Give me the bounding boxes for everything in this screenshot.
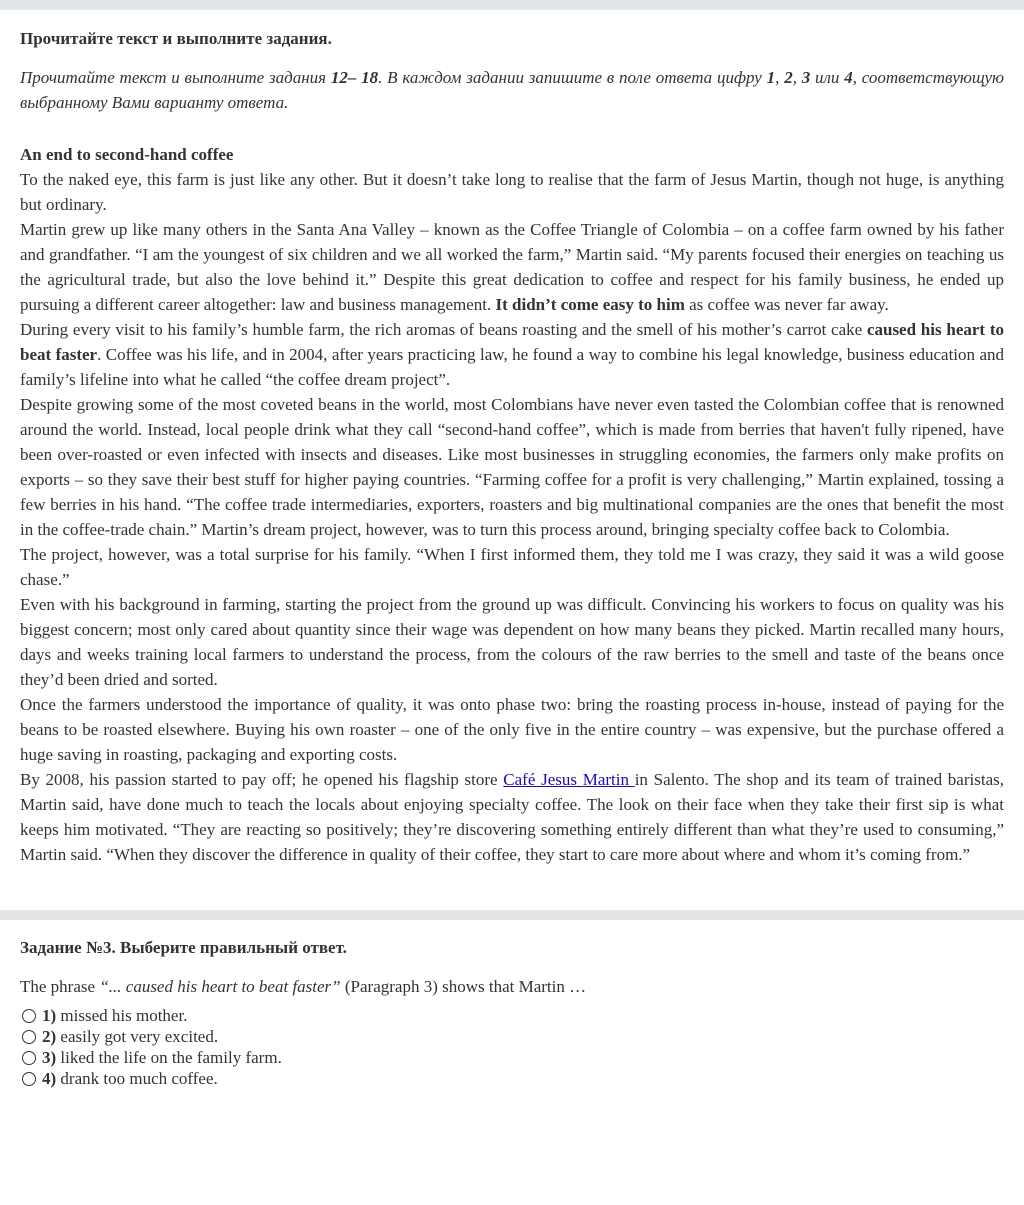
option-text: easily got very excited. xyxy=(56,1027,219,1046)
reading-section xyxy=(0,28,1024,867)
question-text: (Paragraph 3) shows that Martin … xyxy=(340,977,587,996)
paragraph-text: To the naked eye, this farm is just like any other. But it doesn’t take long to realise that the farm of Jesus Martin, though not huge, is anything but ordinary. xyxy=(20,170,1004,214)
article-paragraph xyxy=(20,767,1004,867)
highlighted-phrase: It didn’t come easy to him xyxy=(495,295,685,314)
option-text: drank too much coffee. xyxy=(56,1069,218,1088)
instr-text: . В каждом задании запишите в поле ответа цифру xyxy=(378,68,767,87)
task-title: Задание №3. Выберите правильный ответ. xyxy=(20,938,347,957)
paragraph-text: in Salento. The shop and its team of trained baristas, Martin said, have done much to teach the locals about enjoying specialty coffee. The look on their face when they take their first sip is what keeps him motivated. “They are reacting so positively; they’re discovering something entirely different than what they’re used to consuming,” Martin said. “When they discover the difference in quality of their coffee, they start to care more about where and whom it’s coming from.” xyxy=(20,770,1004,864)
article-body xyxy=(20,167,1004,867)
top-bar xyxy=(0,0,1024,10)
paragraph-text: Despite growing some of the most coveted beans in the world, most Colombians have never even tasted the Colombian coffee that is renowned around the world. Instead, local people drink what they call “second-hand coffee”, which is made from berries that haven't fully ripened, have been over-roasted or even infected with insects and diseases. Like most businesses in struggling economies, the farmers only make profits on exports – so they save their best stuff for higher paying countries. “Farming coffee for a profit is very challenging,” Martin explained, tossing a few berries in his hand. “The coffee trade intermediaries, exporters, roasters and big multinational companies are the ones that benefit the most in the coffee-trade chain.” Martin’s dream project, however, was to turn this process around, bringing specialty coffee back to Colombia. xyxy=(20,395,1004,539)
radio-button[interactable] xyxy=(22,1009,36,1023)
instr-text: , xyxy=(792,68,802,87)
paragraph-text: . Coffee was his life, and in 2004, after years practicing law, he found a way to combine his legal knowledge, business education and family’s lifeline into what he called “the coffee dream project”. xyxy=(20,345,1004,389)
article-paragraph xyxy=(20,217,1004,317)
radio-button[interactable] xyxy=(22,1072,36,1086)
instr-text: или xyxy=(810,68,845,87)
task-section xyxy=(0,937,1024,1089)
article-paragraph xyxy=(20,692,1004,767)
paragraph-text: During every visit to his family’s humble farm, the rich aromas of beans roasting and the smell of his mother’s carrot cake xyxy=(20,320,867,339)
instr-text: Прочитайте текст и выполните задания xyxy=(20,68,331,87)
answer-option-1[interactable] xyxy=(22,1005,1004,1026)
article-paragraph xyxy=(20,167,1004,217)
instr-text: , xyxy=(775,68,785,87)
article-paragraph xyxy=(20,392,1004,542)
answer-option-2[interactable] xyxy=(22,1026,1004,1047)
instr-range: 12– 18 xyxy=(330,68,379,87)
question xyxy=(20,974,1004,999)
paragraph-text: By 2008, his passion started to pay off; he opened his flagship store xyxy=(20,770,504,789)
option-number: 1) xyxy=(42,1006,57,1025)
paragraph-text: as coffee was never far away. xyxy=(684,295,889,314)
question-quote: “... caused his heart to beat faster” xyxy=(99,977,341,996)
option-number: 3) xyxy=(42,1048,57,1067)
article-title: An end to second-hand coffee xyxy=(20,145,234,164)
radio-button[interactable] xyxy=(22,1030,36,1044)
cafe-link[interactable]: Café Jesus Martin xyxy=(503,770,635,789)
option-number: 4) xyxy=(42,1069,57,1088)
paragraph-text: Once the farmers understood the importance of quality, it was onto phase two: bring the roasting process in-house, instead of paying for the beans to be roasted elsewhere. Buying his own roaster – one of the only five in the entire country – was expensive, but the purchase offered a huge saving in roasting, packaging and exporting costs. xyxy=(20,695,1004,764)
paragraph-text: Even with his background in farming, starting the project from the ground up was difficult. Convincing his workers to focus on quality was his biggest concern; most only cared about quantity since their wage was dependent on how many beans they picked. Martin recalled many hours, days and weeks training local farmers to understand the process, from the colours of the raw berries to the smell and taste of the beans once they’d been dried and sorted. xyxy=(20,595,1004,689)
instr-text: , соответствующую выбранному Вами варианту ответа. xyxy=(20,68,1005,112)
radio-button[interactable] xyxy=(22,1051,36,1065)
option-text: liked the life on the family farm. xyxy=(56,1048,282,1067)
article-paragraph xyxy=(20,317,1004,392)
highlighted-phrase: caused his heart to beat faster xyxy=(20,320,1004,364)
instruction xyxy=(20,65,1004,115)
article-paragraph xyxy=(20,542,1004,592)
option-number: 2) xyxy=(42,1027,57,1046)
answer-options xyxy=(20,1005,1004,1089)
article-paragraph xyxy=(20,592,1004,692)
answer-option-4[interactable] xyxy=(22,1068,1004,1089)
answer-option-3[interactable] xyxy=(22,1047,1004,1068)
section-divider xyxy=(0,910,1024,920)
question-text: The phrase xyxy=(20,977,100,996)
paragraph-text: Martin grew up like many others in the Santa Ana Valley – known as the Coffee Triangle of Colombia – on a coffee farm owned by his father and grandfather. “I am the youngest of six children and we all worked the farm,” Martin said. “My parents focused their energies on teaching us the agricultural trade, but also the love behind it.” Despite this great dedication to coffee and respect for his family business, he ended up pursuing a different career altogether: law and business management. xyxy=(20,220,1004,314)
paragraph-text: The project, however, was a total surprise for his family. “When I first informed them, they told me I was crazy, they said it was a wild goose chase.” xyxy=(20,545,1004,589)
instr-digit: 1 xyxy=(766,68,776,87)
section-heading: Прочитайте текст и выполните задания. xyxy=(20,29,332,48)
instr-digit: 2 xyxy=(784,68,793,87)
instr-digit: 4 xyxy=(844,68,853,87)
option-text: missed his mother. xyxy=(56,1006,188,1025)
instr-digit: 3 xyxy=(801,68,811,87)
